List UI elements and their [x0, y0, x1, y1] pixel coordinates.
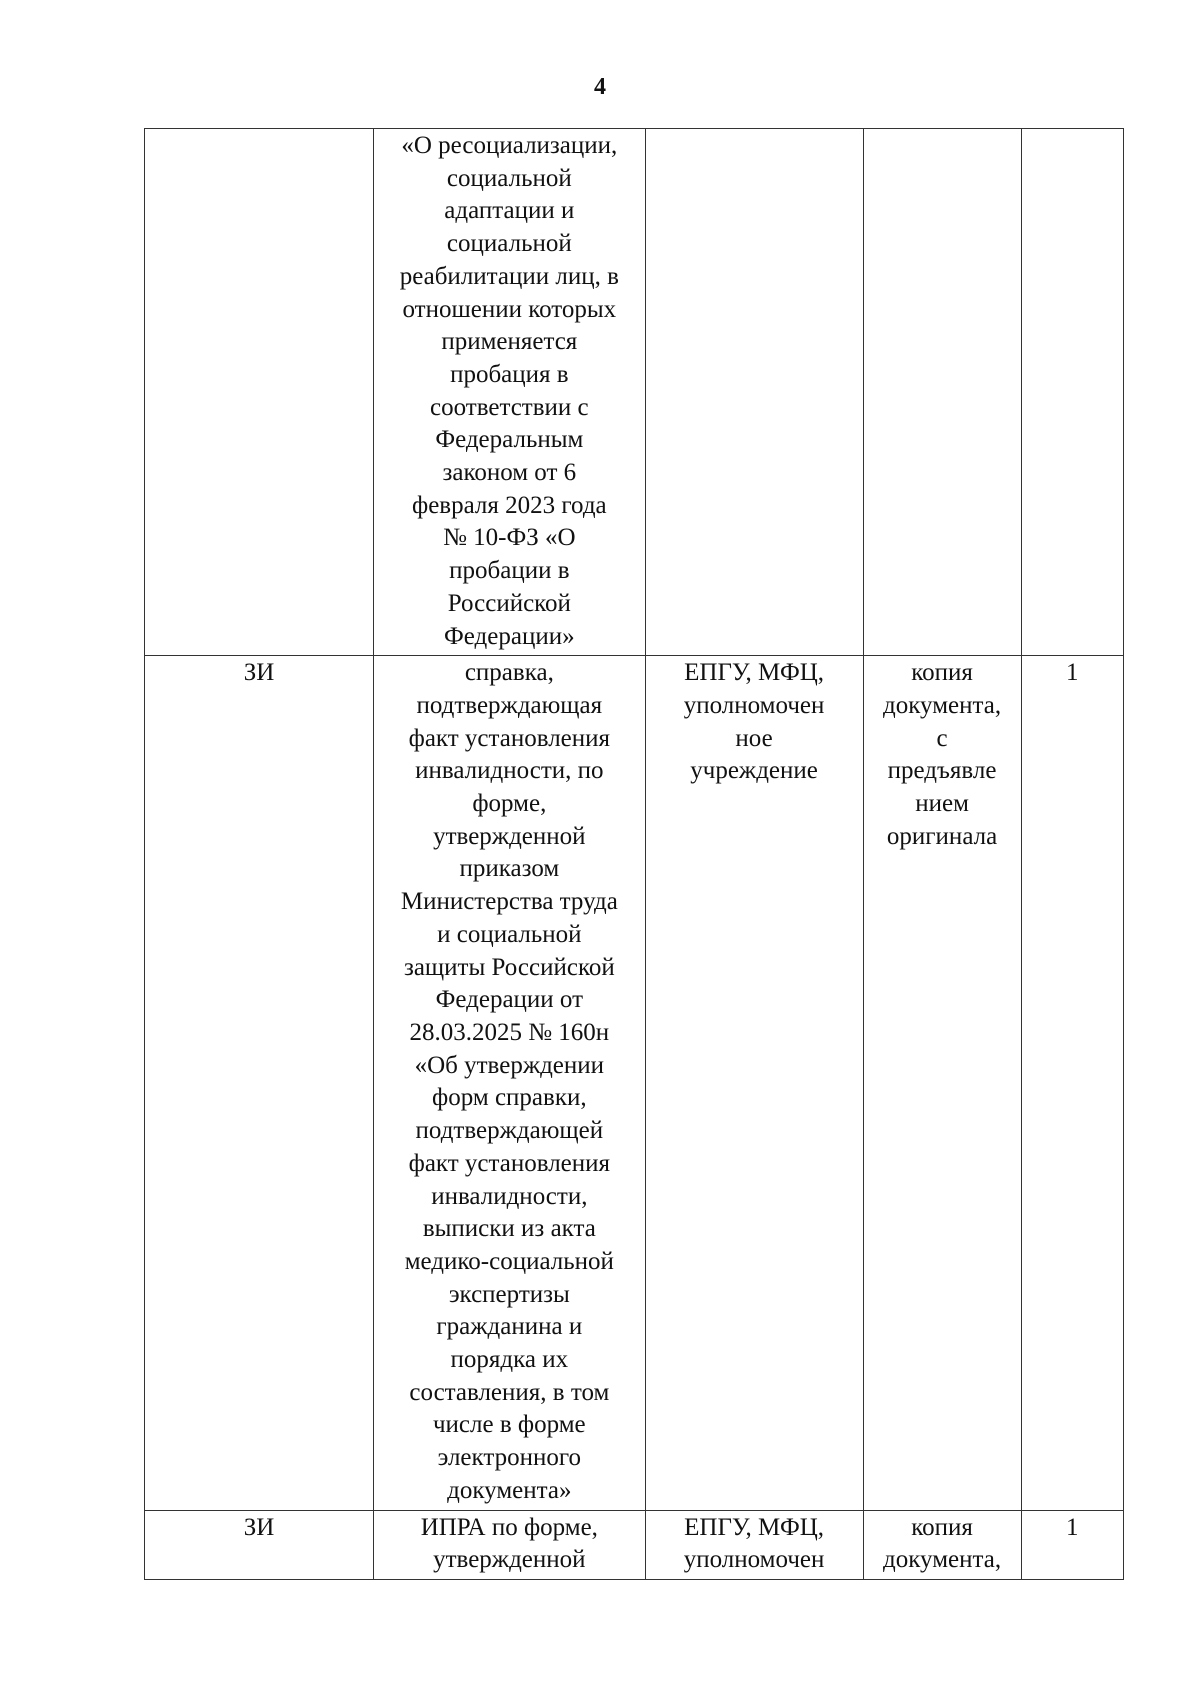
cell-line: Министерства труда: [400, 888, 618, 916]
cell-line: нием: [915, 790, 969, 818]
form-cell: [863, 129, 1021, 656]
cell-line: с: [936, 724, 948, 752]
cell-line: ЕПГУ, МФЦ,: [684, 659, 824, 687]
count-cell: 1: [1021, 1510, 1123, 1579]
cell-line: пробации в: [449, 557, 570, 585]
cell-line: 28.03.2025 № 160н: [409, 1018, 610, 1046]
cell-line: отношении которых: [402, 295, 617, 323]
cell-line: ЕПГУ, МФЦ,: [684, 1513, 824, 1541]
cell-line: уполномочен: [683, 1546, 825, 1574]
cell-line: выписки из акта: [422, 1215, 596, 1243]
document-cell: [374, 656, 646, 1510]
cell-line: документа»: [447, 1476, 572, 1504]
document-cell: [374, 129, 646, 656]
cell-line: адаптации и: [444, 197, 575, 225]
source-cell: [645, 129, 863, 656]
cell-line: документа,: [883, 691, 1002, 719]
table-row: [145, 1510, 1124, 1579]
requirements-table: [144, 128, 1124, 1580]
cell-line: Федерации от: [435, 986, 584, 1014]
cell-line: подтверждающая: [416, 691, 603, 719]
source-cell: [645, 656, 863, 1510]
code-cell: ЗИ: [145, 1510, 374, 1579]
document-cell: [374, 1510, 646, 1579]
cell-line: «О ресоциализации,: [401, 132, 618, 159]
code-cell: [145, 129, 374, 656]
cell-line: медико-социальной: [404, 1247, 614, 1275]
table-row: [145, 129, 1124, 656]
cell-line: составления, в том: [409, 1378, 610, 1406]
cell-line: социальной: [446, 164, 572, 192]
cell-line: экспертизы: [448, 1280, 570, 1308]
cell-line: электронного: [437, 1444, 581, 1472]
cell-line: справка,: [464, 659, 554, 687]
cell-line: применяется: [441, 328, 578, 356]
cell-line: № 10-ФЗ «О: [443, 524, 576, 552]
cell-line: подтверждающей: [415, 1117, 604, 1145]
count-cell: 1: [1021, 656, 1123, 1510]
cell-line: форм справки,: [432, 1084, 587, 1112]
page-number: 4: [594, 74, 606, 100]
cell-line: законом от 6: [442, 459, 577, 487]
cell-line: числе в форме: [432, 1411, 586, 1439]
cell-line: предъявле: [887, 757, 997, 785]
cell-line: утвержденной: [433, 1546, 586, 1574]
cell-line: реабилитации лиц, в: [399, 262, 619, 290]
cell-line: гражданина и: [436, 1313, 583, 1341]
cell-line: уполномочен: [683, 691, 825, 719]
cell-line: учреждение: [690, 757, 818, 785]
cell-line: ное: [735, 724, 773, 752]
cell-line: защиты Российской: [403, 953, 615, 981]
table-row: [145, 656, 1124, 1510]
code-cell: ЗИ: [145, 656, 374, 1510]
cell-line: факт установления: [408, 724, 611, 752]
cell-line: копия: [911, 1513, 973, 1541]
cell-line: пробация в: [450, 360, 569, 388]
cell-line: «Об утверждении: [414, 1051, 605, 1079]
source-cell: [645, 1510, 863, 1579]
cell-line: приказом: [459, 855, 560, 883]
cell-line: Федерации»: [444, 622, 575, 650]
cell-line: оригинала: [886, 822, 998, 850]
cell-line: и социальной: [437, 920, 582, 948]
form-cell: [863, 656, 1021, 1510]
cell-line: форме,: [472, 790, 547, 818]
cell-line: февраля 2023 года: [412, 491, 607, 519]
cell-line: порядка их: [450, 1346, 569, 1374]
cell-line: социальной: [446, 230, 572, 258]
cell-line: документа,: [883, 1546, 1002, 1574]
cell-line: Федеральным: [435, 426, 584, 454]
cell-line: копия: [911, 659, 973, 687]
count-cell: [1021, 129, 1123, 656]
cell-line: инвалидности,: [431, 1182, 588, 1210]
cell-line: соответствии с: [430, 393, 589, 421]
form-cell: [863, 1510, 1021, 1579]
cell-line: утвержденной: [433, 822, 586, 850]
cell-line: ИПРА по форме,: [420, 1513, 598, 1541]
cell-line: инвалидности, по: [415, 757, 604, 785]
cell-line: Российской: [447, 589, 571, 617]
cell-line: факт установления: [408, 1149, 611, 1177]
